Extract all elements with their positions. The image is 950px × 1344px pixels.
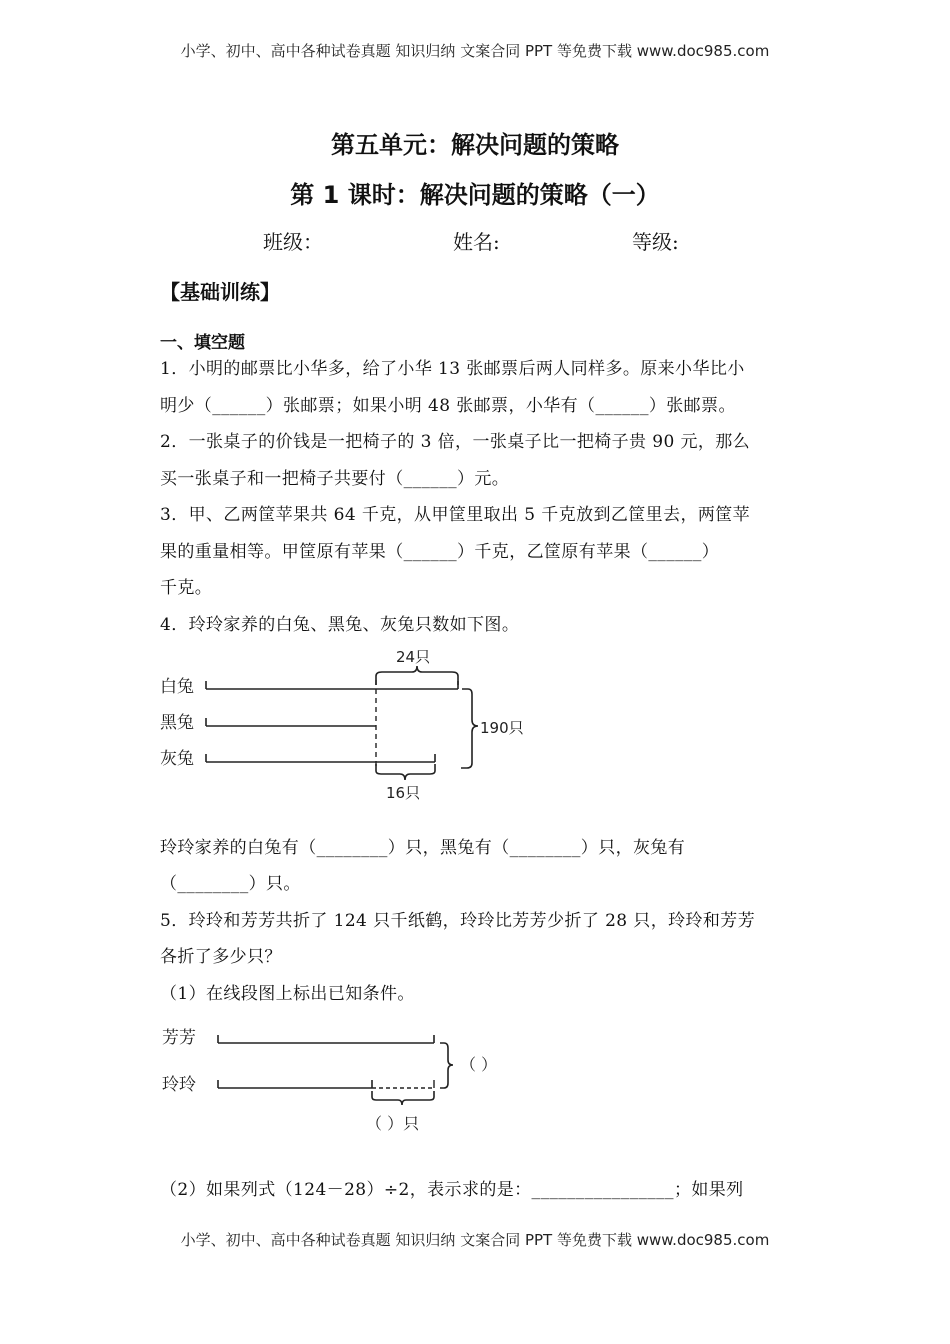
question-line: 1．小明的邮票比小华多，给了小华 13 张邮票后两人同样多。原来小华比小 bbox=[160, 359, 745, 379]
question-line: （________）只。 bbox=[160, 874, 301, 894]
total-brace bbox=[440, 1043, 453, 1088]
difference-segment bbox=[372, 1080, 434, 1088]
name-label: 姓名: bbox=[453, 230, 500, 254]
question-line: （2）如果列式（124－28）÷2，表示求的是：________________；如果列 bbox=[160, 1180, 744, 1200]
page-title: 第五单元：解决问题的策略 bbox=[331, 131, 619, 159]
question-line: 买一张桌子和一把椅子共要付（______）元。 bbox=[160, 469, 510, 489]
question-line: 明少（______）张邮票；如果小明 48 张邮票，小华有（______）张邮票。 bbox=[160, 396, 736, 416]
bottom-brace bbox=[376, 764, 435, 780]
difference-brace bbox=[372, 1091, 434, 1105]
black-rabbit-segment bbox=[206, 718, 376, 726]
black-rabbit-label: 黑兔 bbox=[160, 713, 194, 733]
question-line: （1）在线段图上标出已知条件。 bbox=[160, 984, 415, 1004]
section-heading: 【基础训练】 bbox=[160, 280, 280, 304]
total-brace bbox=[461, 689, 478, 768]
class-label: 班级： bbox=[263, 230, 323, 254]
question-line: 4．玲玲家养的白兔、黑兔、灰兔只数如下图。 bbox=[160, 615, 520, 635]
top-brace-label: 24只 bbox=[396, 648, 431, 666]
gray-rabbit-label: 灰兔 bbox=[160, 749, 194, 769]
total-brace-label: 190只 bbox=[480, 719, 524, 737]
question-line: 千克。 bbox=[160, 578, 213, 598]
grade-label: 等级: bbox=[632, 230, 679, 254]
question-line: 各折了多少只？ bbox=[160, 947, 282, 967]
question-line: 果的重量相等。甲筐原有苹果（______）千克，乙筐原有苹果（______） bbox=[160, 542, 720, 562]
total-blank: （ ） bbox=[460, 1055, 498, 1074]
white-rabbit-segment bbox=[206, 681, 458, 689]
subsection-heading: 一、填空题 bbox=[160, 333, 245, 353]
white-rabbit-label: 白兔 bbox=[160, 677, 194, 697]
difference-blank: （ ）只 bbox=[366, 1114, 420, 1133]
lingling-label: 玲玲 bbox=[162, 1075, 196, 1095]
crane-segment-diagram bbox=[150, 1015, 570, 1140]
page-subtitle: 第 1 课时：解决问题的策略（一） bbox=[290, 181, 660, 209]
bottom-brace-label: 16只 bbox=[386, 784, 421, 802]
rabbit-segment-diagram bbox=[150, 640, 550, 805]
lingling-segment bbox=[218, 1080, 372, 1088]
fangfang-label: 芳芳 bbox=[162, 1028, 196, 1048]
top-brace bbox=[376, 666, 458, 685]
question-line: 3．甲、乙两筐苹果共 64 千克，从甲筐里取出 5 千克放到乙筐里去，两筐苹 bbox=[160, 505, 751, 525]
fangfang-segment bbox=[218, 1035, 434, 1043]
page-footer: 小学、初中、高中各种试卷真题 知识归纳 文案合同 PPT 等免费下载 www.doc985.com bbox=[180, 1231, 770, 1249]
gray-rabbit-segment bbox=[206, 754, 435, 762]
question-line: 5．玲玲和芳芳共折了 124 只千纸鹤，玲玲比芳芳少折了 28 只，玲玲和芳芳 bbox=[160, 911, 756, 931]
question-line: 玲玲家养的白兔有（________）只，黑兔有（________）只，灰兔有 bbox=[160, 838, 686, 858]
page-header: 小学、初中、高中各种试卷真题 知识归纳 文案合同 PPT 等免费下载 www.doc985.com bbox=[180, 42, 770, 60]
question-line: 2．一张桌子的价钱是一把椅子的 3 倍，一张桌子比一把椅子贵 90 元，那么 bbox=[160, 432, 751, 452]
